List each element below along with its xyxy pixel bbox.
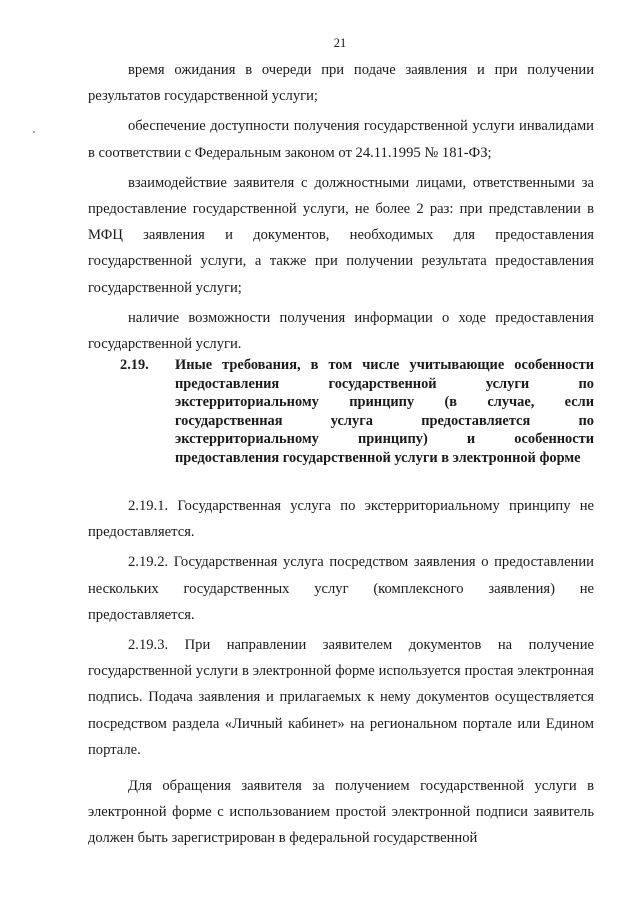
paragraph-2-19-2: 2.19.2. Государственная услуга посредством заявления о предоставлении нескольких государственных услуг (комплексного заявления) не предоставляется. (88, 554, 594, 623)
paragraph-information: наличие возможности получения информации о ходе предоставления государственной услуги. (88, 309, 594, 353)
section-number: 2.19. (120, 357, 149, 373)
paragraph-2-19-3: 2.19.3. При направлении заявителем документов на получение государственной услуги в электронной форме используется простая электронная подпись. Подача заявления и прилагаемых к нему документов осуществляется посредством раздела «Личный кабинет» на региональном портале или Едином портале. (88, 637, 594, 758)
paragraph-registration: Для обращения заявителя за получением государственной услуги в электронной форме с использованием простой электронной подписи заявитель должен быть зарегистрирован в федеральной государственной (88, 778, 594, 847)
section-title: Иные требования, в том числе учитывающие особенности предоставления государственной услуги по экстерриториальному принципу (в случае, если государственная услуга предоставляется по экстерриториальному принципу) и особенности предоставления государственной услуги в электронной форме (175, 357, 594, 466)
paragraph-2-19-1: 2.19.1. Государственная услуга по экстерриториальному принципу не предоставляется. (88, 498, 594, 541)
paragraph-accessibility: обеспечение доступности получения государственной услуги инвалидами в соответствии с Федеральным законом от 24.11.1995 № 181-ФЗ; (88, 118, 594, 161)
paragraph-waiting-time: время ожидания в очереди при подаче заявления и при получении результатов государственной услуги; (88, 62, 594, 105)
page-number: 21 (333, 36, 347, 50)
margin-mark (33, 131, 35, 133)
paragraph-interaction: взаимодействие заявителя с должностными лицами, ответственными за предоставление государственной услуги, не более 2 раз: при представлении в МФЦ заявления и документов, необходимых для предоставления государственной услуги, а также при получении результата предоставления государственной услуги; (88, 174, 594, 296)
paragraphs-block-1 (88, 57, 594, 357)
paragraphs-block-2 (88, 493, 594, 852)
